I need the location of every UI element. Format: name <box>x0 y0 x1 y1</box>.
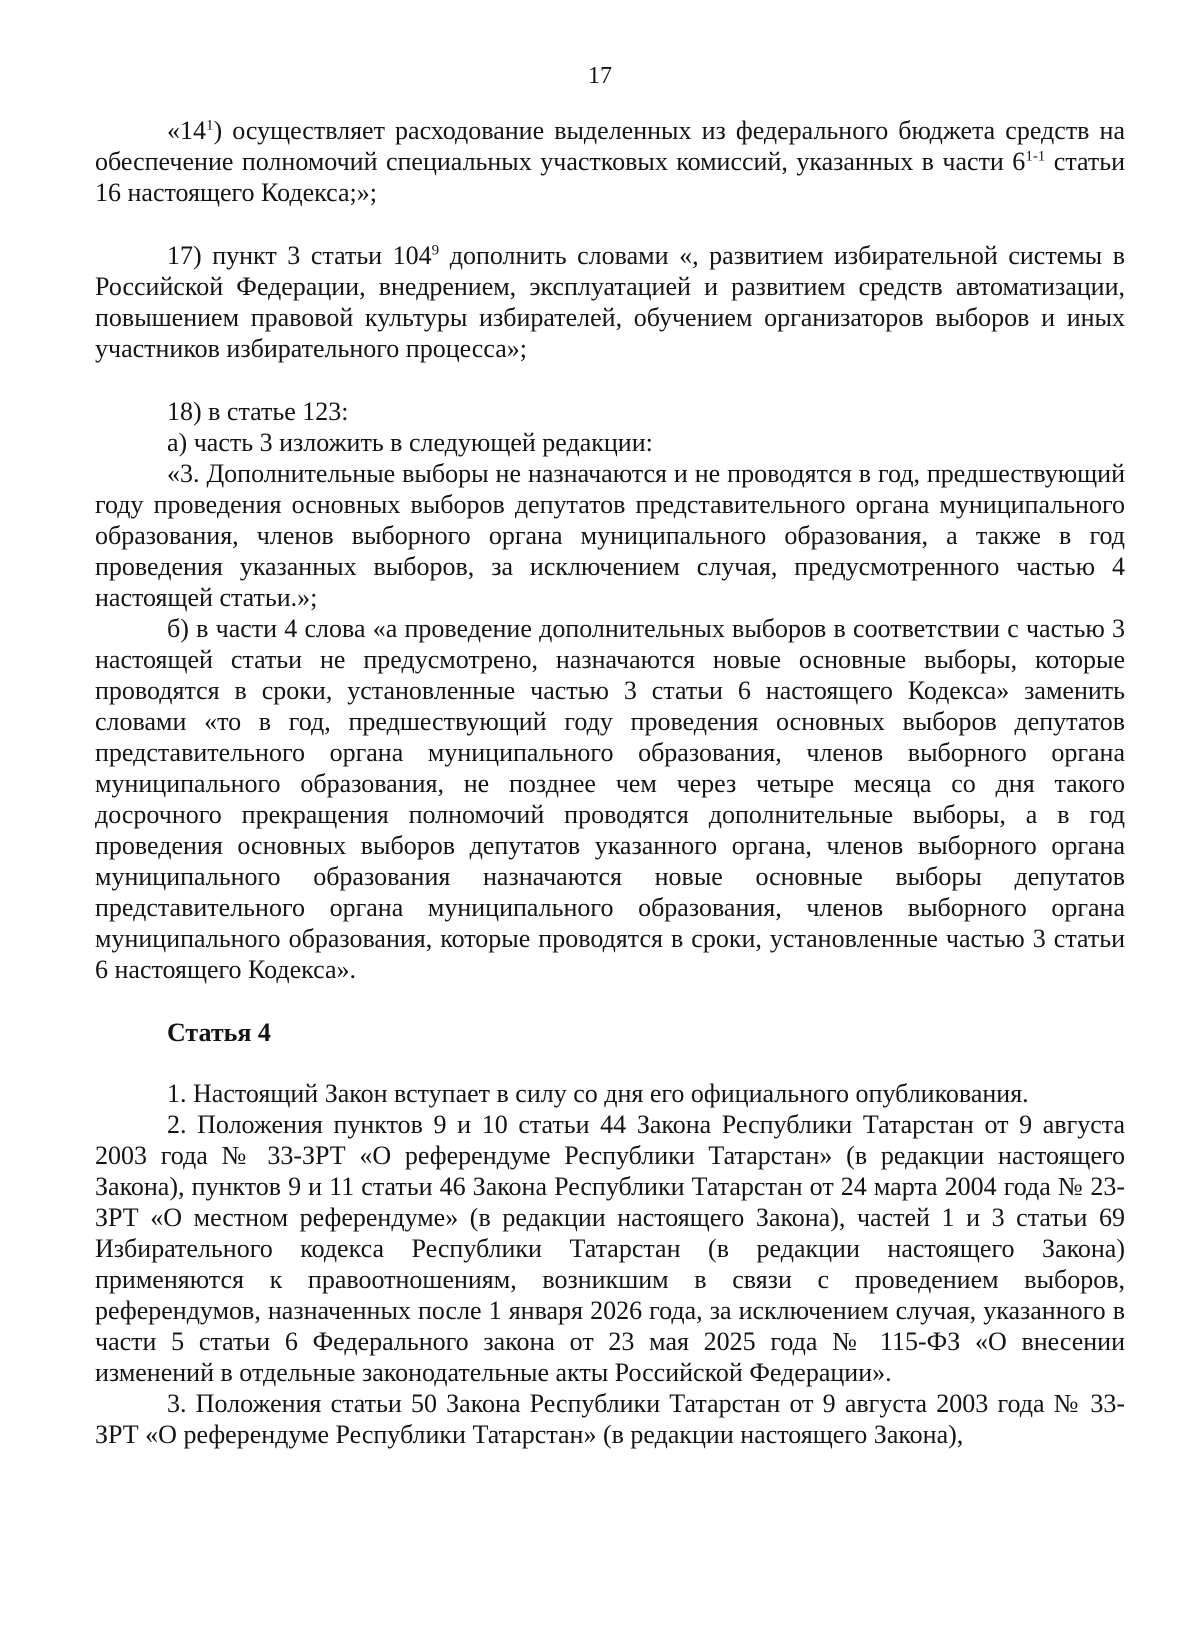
paragraph-item-14-1 <box>95 115 1125 208</box>
page-number: 17 <box>588 63 612 89</box>
paragraph-14-part-c: статьи 16 настоящего Кодекса;»; <box>95 147 1125 207</box>
paragraph-14-superscript: 1 <box>206 117 214 134</box>
paragraph-item-18-b: б) в части 4 слова «а проведение дополнительных выборов в соответствии с частью 3 настоящей статьи не предусмотрено, назначаются новые основные выборы, которые проводятся в сроки, установленные частью 3 статьи 6 настоящего Кодекса» заменить словами «то в год, предшествующий году проведения основных выборов депутатов представительного органа муниципального образования, членов выборного органа муниципального образования, не позднее чем через четыре месяца со дня такого досрочного прекращения полномочий проводятся дополнительные выборы, а в год проведения основных выборов депутатов указанного органа, членов выборного органа муниципального образования назначаются новые основные выборы депутатов представительного органа муниципального образования, членов выборного органа муниципального образования, которые проводятся в сроки, установленные частью 3 статьи 6 настоящего Кодекса». <box>95 614 1125 984</box>
article-heading: Статья 4 <box>167 1018 271 1047</box>
paragraph-14-part-a: «14 <box>167 116 206 145</box>
paragraph-17-part-a: 17) пункт 3 статьи 104 <box>167 241 432 270</box>
paragraph-14-superscript-2: 1-1 <box>1025 148 1046 165</box>
article-4-item-1: 1. Настоящий Закон вступает в силу со дня его официального опубликования. <box>167 1079 1029 1108</box>
paragraph-17-superscript: 9 <box>431 242 440 259</box>
article-4-item-3: 3. Положения статьи 50 Закона Республики Татарстан от 9 августа 2003 года № 33-ЗРТ «О референдуме Республики Татарстан» (в редакции настоящего Закона), <box>95 1389 1125 1449</box>
spacer <box>95 985 1125 1017</box>
paragraph-17-part-b: дополнить словами «, развитием избирательной системы в Российской Федерации, внедрением, эксплуатацией и развитием средств автоматизации, повышением правовой культуры избирателей, обучением организаторов выборов и иных участников избирательного процесса»; <box>95 241 1125 363</box>
spacer <box>95 364 1125 396</box>
paragraph-item-18: 18) в статье 123: <box>167 397 349 426</box>
document-body <box>95 115 1125 1450</box>
spacer <box>95 1048 1125 1078</box>
paragraph-item-18-a-text: «3. Дополнительные выборы не назначаются и не проводятся в год, предшествующий году проведения основных выборов депутатов представительного органа муниципального образования, членов выборного органа муниципального образования, а также в год проведения указанных выборов, за исключением случая, предусмотренного частью 4 настоящей статьи.»; <box>95 459 1125 612</box>
paragraph-item-18-a: а) часть 3 изложить в следующей редакции: <box>167 428 653 457</box>
paragraph-item-17 <box>95 240 1125 364</box>
spacer <box>95 208 1125 240</box>
article-4-item-2: 2. Положения пунктов 9 и 10 статьи 44 Закона Республики Татарстан от 9 августа 2003 года № 33-ЗРТ «О референдуме Республики Татарстан» (в редакции настоящего Закона), пунктов 9 и 11 статьи 46 Закона Республики Татарстан от 24 марта 2004 года № 23-ЗРТ «О местном референдуме» (в редакции настоящего Закона), частей 1 и 3 статьи 69 Избирательного кодекса Республики Татарстан (в редакции настоящего Закона) применяются к правоотношениям, возникшим в связи с проведением выборов, референдумов, назначенных после 1 января 2026 года, за исключением случая, указанного в части 5 статьи 6 Федерального закона от 23 мая 2025 года № 115-ФЗ «О внесении изменений в отдельные законодательные акты Российской Федерации». <box>95 1110 1125 1387</box>
paragraph-14-part-b: ) осуществляет расходование выделенных из федерального бюджета средств на обеспечение полномочий специальных участковых комиссий, указанных в части 6 <box>95 116 1125 176</box>
